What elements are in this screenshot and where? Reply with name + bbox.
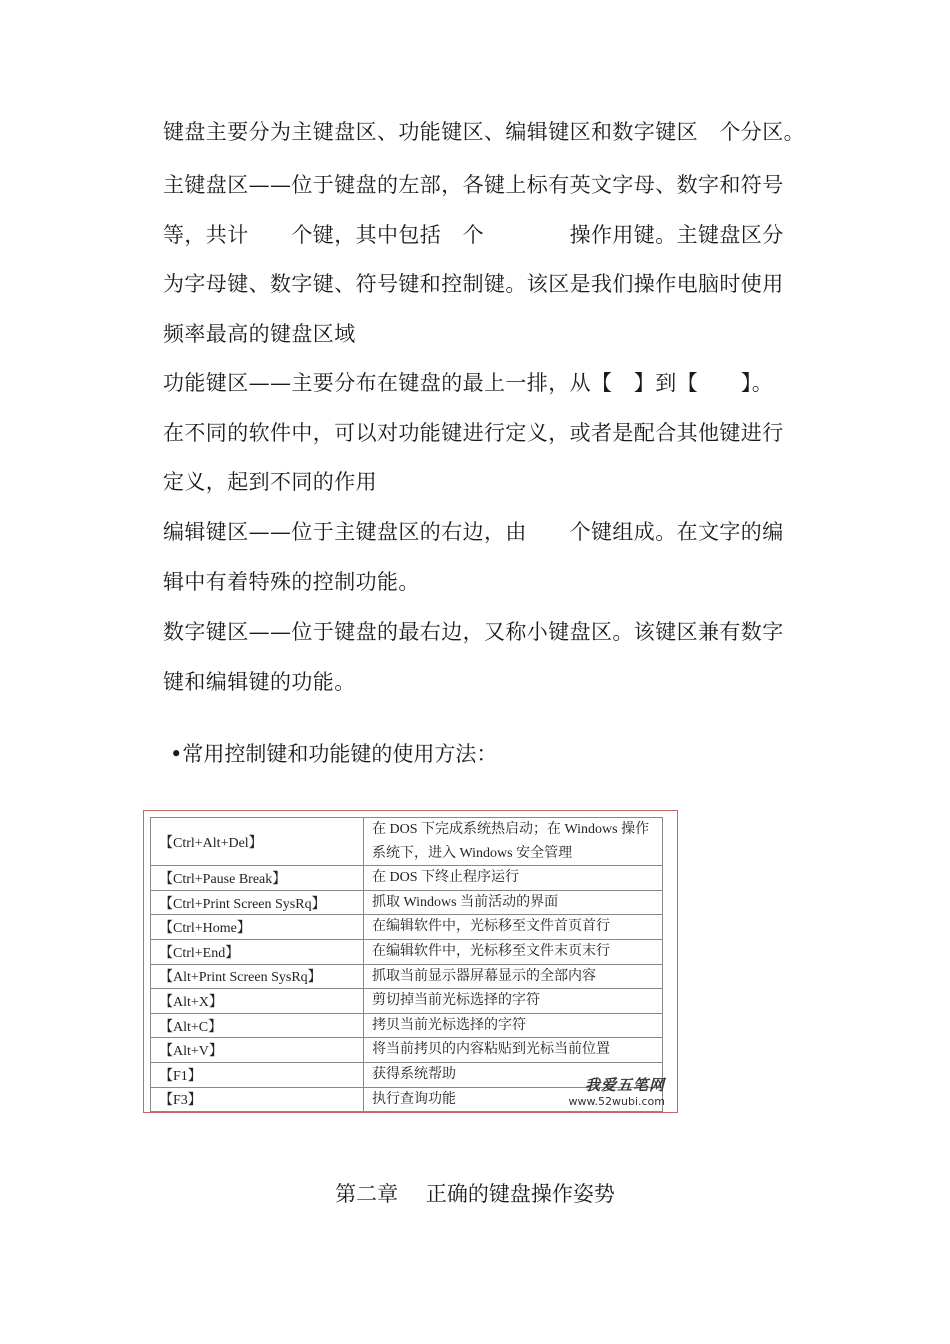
shortcut-key-cell: 【Alt+V】 bbox=[151, 1038, 364, 1063]
shortcut-description-cell: 拷贝当前光标选择的字符 bbox=[364, 1013, 663, 1038]
shortcut-description-cell: 在编辑软件中，光标移至文件首页首行 bbox=[364, 915, 663, 940]
text-line: 功能键区——主要分布在键盘的最上一排，从【 】到【 】。 bbox=[163, 371, 774, 395]
text-line: 频率最高的键盘区域 bbox=[163, 321, 356, 346]
shortcut-key-cell: 【Ctrl+Pause Break】 bbox=[151, 866, 364, 891]
text-line: 等，共计 个键，其中包括 个 操作用键。主键盘区分 bbox=[163, 222, 784, 247]
shortcut-key-cell: 【Alt+C】 bbox=[151, 1013, 364, 1038]
shortcut-key-cell: 【Ctrl+End】 bbox=[151, 939, 364, 964]
text-line: 键和编辑键的功能。 bbox=[163, 669, 356, 694]
table-row bbox=[151, 989, 663, 1014]
watermark-url: www.52wubi.com bbox=[568, 1095, 665, 1108]
table-row bbox=[151, 939, 663, 964]
table-row bbox=[151, 890, 663, 915]
text-line: 编辑键区——位于主键盘区的右边，由 个键组成。在文字的编 bbox=[163, 520, 784, 544]
shortcut-description-cell: 在编辑软件中，光标移至文件末页末行 bbox=[364, 939, 663, 964]
bullet-heading: •常用控制键和功能键的使用方法： bbox=[170, 742, 498, 766]
shortcut-key-cell: 【Ctrl+Alt+Del】 bbox=[151, 818, 364, 866]
chapter-heading: 第二章 正确的键盘操作姿势 bbox=[335, 1182, 615, 1206]
paragraph-intro bbox=[163, 108, 809, 158]
table-row bbox=[151, 964, 663, 989]
shortcut-description-cell: 抓取 Windows 当前活动的界面 bbox=[364, 890, 663, 915]
watermark-logo: 我爱五笔网 bbox=[584, 1076, 665, 1094]
shortcut-key-cell: 【F3】 bbox=[151, 1087, 364, 1112]
shortcut-key-cell: 【Alt+X】 bbox=[151, 989, 364, 1014]
text-line: 主键盘区——位于键盘的左部，各键上标有英文字母、数字和符号 bbox=[163, 173, 784, 197]
table-row bbox=[151, 915, 663, 940]
shortcut-description-cell: 将当前拷贝的内容粘贴到光标当前位置 bbox=[364, 1038, 663, 1063]
shortcut-description-cell: 剪切掉当前光标选择的字符 bbox=[364, 989, 663, 1014]
shortcut-description-cell: 在 DOS 下完成系统热启动；在 Windows 操作系统下，进入 Windows 安全管理 bbox=[364, 818, 663, 866]
shortcut-key-cell: 【Ctrl+Home】 bbox=[151, 915, 364, 940]
shortcut-description-cell: 抓取当前显示器屏幕显示的全部内容 bbox=[364, 964, 663, 989]
shortcut-key-cell: 【Ctrl+Print Screen SysRq】 bbox=[151, 890, 364, 915]
paragraph-edit-key-area bbox=[163, 508, 809, 607]
paragraph-function-key-area bbox=[163, 359, 809, 508]
table-row bbox=[151, 1038, 663, 1063]
paragraph-main-keyboard-area bbox=[163, 161, 809, 359]
table-row bbox=[151, 866, 663, 891]
text-line: 在不同的软件中，可以对功能键进行定义，或者是配合其他键进行 bbox=[163, 420, 784, 445]
text-line: 键盘主要分为主键盘区、功能键区、编辑键区和数字键区 个分区。 bbox=[163, 120, 805, 144]
shortcut-table bbox=[150, 817, 663, 1112]
text-line: 为字母键、数字键、符号键和控制键。该区是我们操作电脑时使用 bbox=[163, 272, 784, 297]
watermark bbox=[569, 1074, 665, 1108]
shortcut-key-cell: 【F1】 bbox=[151, 1062, 364, 1087]
shortcut-table-image bbox=[143, 810, 678, 1113]
text-line: 定义，起到不同的作用 bbox=[163, 470, 377, 495]
table-row bbox=[151, 1013, 663, 1038]
paragraph-numpad-area bbox=[163, 608, 809, 707]
text-line: 数字键区——位于键盘的最右边，又称小键盘区。该键区兼有数字 bbox=[163, 620, 784, 644]
shortcut-description-cell: 执行查询功能 bbox=[364, 1087, 663, 1112]
shortcut-key-cell: 【Alt+Print Screen SysRq】 bbox=[151, 964, 364, 989]
text-line: 辑中有着特殊的控制功能。 bbox=[163, 569, 420, 594]
table-row bbox=[151, 818, 663, 866]
shortcut-description-cell: 在 DOS 下终止程序运行 bbox=[364, 866, 663, 891]
shortcut-description-cell: 获得系统帮助 bbox=[364, 1062, 663, 1087]
